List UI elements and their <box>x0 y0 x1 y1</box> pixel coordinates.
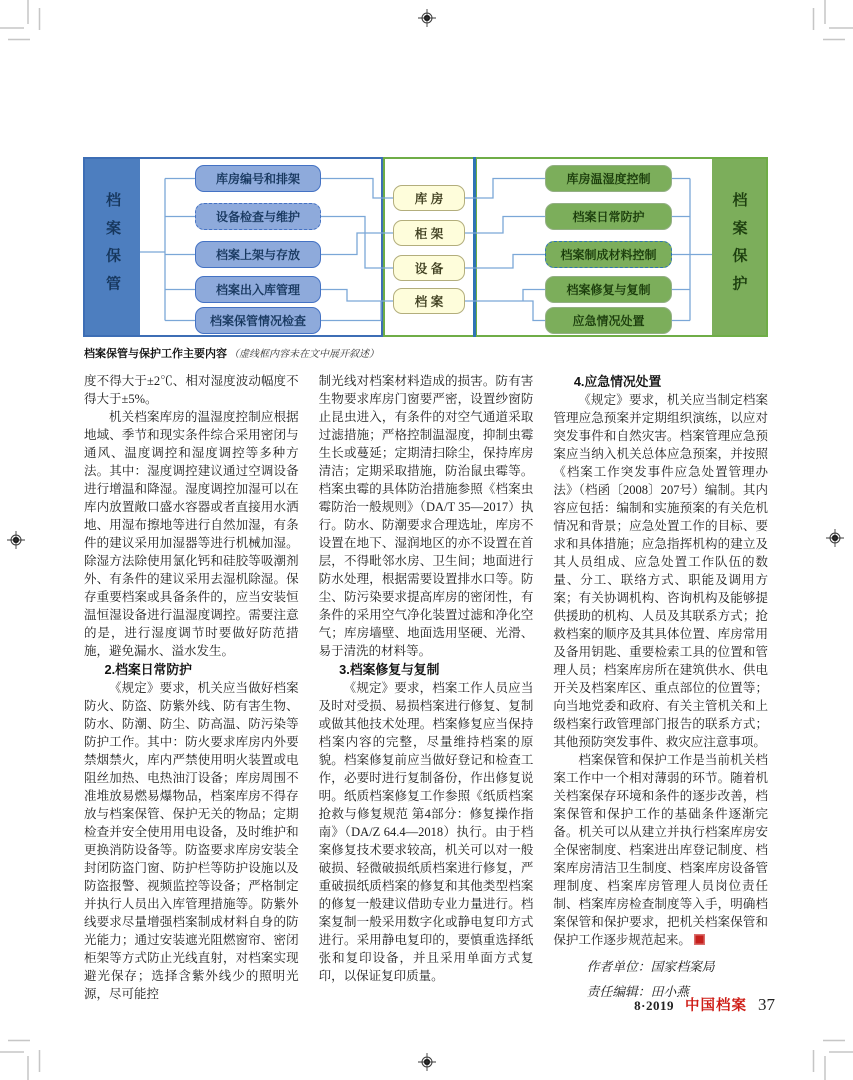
box-archive-keeping-inspection: 档案保管情况检查 <box>195 307 321 334</box>
sidebar-archive-keeping: 档案保管 <box>85 159 140 335</box>
section-heading-emergency-handling: 4.应急情况处置 <box>573 374 662 389</box>
box-equipment: 设 备 <box>393 255 465 281</box>
issue-number: 8·2019 <box>634 998 674 1013</box>
page-footer <box>634 994 775 1015</box>
paragraph: 机关档案库房的温湿度控制应根据地域、季节和现实条件综合采用密闭与通风、温度调控和湿度调控等多种方法。其中：湿度调控建议通过空调设备进行增温和降湿。湿度调控加湿可以在库内放置敞口盛水容器或者直接用水洒地、用湿布擦地等进行自然加湿，有条件的建议采用加湿器等进行机械加湿。除湿方法除使用氯化钙和硅胶等吸潮剂外、有条件的建议采用去湿机除湿。保存重要档案或具备条件的，应当安装恒温恒湿设备进行温湿度调控。需要注意的是，进行湿度调节时要做好防范措施，避免漏水、溢水发生。 <box>84 410 299 658</box>
paragraph: 《规定》要求，机关应当制定档案管理应急预案并定期组织演练，以应对突发事件和自然灾害。档案管理应急预案应当纳入机关总体应急预案，并按照《档案工作突发事件应急处置管理办法》（档函〔2008〕207号）编制。其内容应包括：编制和实施预案的有关危机情况和背景；应急处置工作的目标、要求和具体措施；应急指挥机构的建立及其人员组成、应急处置工作队伍的数量、分工、联络方式、职能及调用方案；有关协调机构、咨询机构及能够提供援助的机构、人员及其联系方式；抢救档案的顺序及其具体位置、库房常用及备用钥匙、重要检索工具的位置和管理人员；档案库房所在建筑供水、供电开关及档案库区、重点部位的位置等；向当地党委和政府、有关主管机关和上级档案行政管理部门报告的联系方式；其他预防突发事件、救灾应注意事项。 <box>553 393 769 749</box>
paragraph: 制光线对档案材料造成的损害。防有害生物要求库房门窗要严密，设置纱窗防止昆虫进入，有条件的对空气通道采取过滤措施；严格控制温湿度，抑制虫霉生长或蔓延；定期清扫除尘，保持库房清洁；定期采取措施，防治鼠虫霉等。档案虫霉的具体防治措施参照《档案虫霉防治一般规则》（DA/T 35—2017）执行。防水、防潮要求合理选址，库房不设置在地下、湿润地区的亦不设置在首层，不得毗邻水房、卫生间；地面进行防水处理，根据需要设置排水口等。防尘、防污染要求提高库房的密闭性，有条件的采用空气净化装置过滤和净化空气；库房墙壁、地面选用坚硬、光滑、易于清洗的材料等。 <box>318 374 534 658</box>
box-repair-reproduction: 档案修复与复制 <box>545 276 672 303</box>
registration-mark-top <box>418 9 436 27</box>
box-cabinet-shelf: 柜 架 <box>393 220 465 246</box>
caption-title: 档案保管与保护工作主要内容 <box>84 348 227 360</box>
responsible-editor: 责任编辑：田小燕 <box>586 985 689 999</box>
paragraph: 《规定》要求，机关应当做好档案防火、防盗、防紫外线、防有害生物、防水、防潮、防尘、防高温、防污染等防护工作。其中：防火要求库房内外要禁烟禁火，库内严禁使用明火装置或电阻丝加热、电热油汀设备；库房周围不准堆放易燃易爆物品，档案库房不得存放与档案保管、保护无关的物品；定期检查并安全使用用电设备，及时维护和更换消防设备等。防盗要求库房安装全封闭防盗门窗、防护栏等防护设施以及防盗报警、视频监控等设备；严格制定并执行人员出入库管理措施等。防紫外线要求尽量增强档案制成材料自身的防光能力；通过安装遮光阻燃窗帘、密闭柜架等方式防止光线直射，对档案实现避光保存；选择含紫外线少的照明光源，尽可能控 <box>84 681 299 1001</box>
registration-mark-left <box>7 531 25 549</box>
author-organization: 作者单位：国家档案局 <box>586 960 715 974</box>
text-column-2 <box>319 372 534 1005</box>
registration-mark-bottom <box>418 1053 436 1071</box>
diagram-caption <box>84 344 684 362</box>
box-daily-protection: 档案日常防护 <box>545 203 672 230</box>
archive-keeping-protection-diagram <box>83 157 768 337</box>
paragraph: 《规定》要求，档案工作人员应当及时对受损、易损档案进行修复、复制或做其他技术处理。档案修复应当保持档案内容的完整，尽量维持档案的原貌。档案修复前应当做好登记和检查工作，必要时进行复制备份，作出修复说明。纸质档案修复工作参照《纸质档案抢救与修复规范 第4部分：修复操作指南》（DA/Z 64.4—2018）执行。由于档案修复技术要求较高，机关可以对一般破损、轻微破损纸质档案进行修复，严重破损纸质档案的修复和其他类型档案的修复一般建议借助专业力量进行。档案复制一般采用数字化或静电复印方式进行。采用静电复印的，要慎重选择纸张和复印设备，并且采用单面方式复印，以保证复印质量。 <box>318 681 534 983</box>
text-column-1 <box>84 372 299 1005</box>
box-archive-in-out-management: 档案出入库管理 <box>195 276 321 303</box>
paragraph: 度不得大于±2℃、相对湿度波动幅度不得大于±5%。 <box>84 374 299 406</box>
box-warehouse: 库 房 <box>393 185 465 211</box>
box-archive-material-control: 档案制成材料控制 <box>545 241 672 268</box>
registration-mark-right <box>826 529 844 547</box>
paragraph-text: 档案保管和保护工作是当前机关档案工作中一个相对薄弱的环节。随着机关档案保存环境和条件的逐步改善，档案保管和保护工作的基础条件逐渐完备。机关可以从建立并执行档案库房安全保密制度、档案进出库登记制度、档案库房清洁卫生制度、档案库房设备管理制度、档案库房管理人员岗位责任制、档案库房检查制度等入手，明确档案保管和保护要求，把机关档案保管和保护工作逐步规范起来。 <box>553 753 769 947</box>
article-body <box>84 372 768 1005</box>
article-end-mark-icon <box>694 934 705 945</box>
paragraph <box>553 751 768 949</box>
section-heading-repair-reproduction: 3.档案修复与复制 <box>339 662 440 677</box>
page-number: 37 <box>758 995 775 1014</box>
box-emergency-handling: 应急情况处置 <box>545 307 672 334</box>
magazine-logo: 中国档案 <box>685 998 747 1014</box>
box-temperature-humidity-control: 库房温湿度控制 <box>545 165 672 192</box>
box-equipment-inspection-maintenance: 设备检查与维护 <box>195 203 321 230</box>
caption-note: （虚线框内容未在文中展开叙述） <box>229 349 379 360</box>
box-archive-shelving-storage: 档案上架与存放 <box>195 241 321 268</box>
box-archives: 档 案 <box>393 288 465 314</box>
sidebar-archive-protection: 档案保护 <box>712 159 766 335</box>
box-warehouse-numbering-shelving: 库房编号和排架 <box>195 165 321 192</box>
section-heading-daily-protection: 2.档案日常防护 <box>104 662 192 677</box>
text-column-3 <box>553 372 768 1005</box>
